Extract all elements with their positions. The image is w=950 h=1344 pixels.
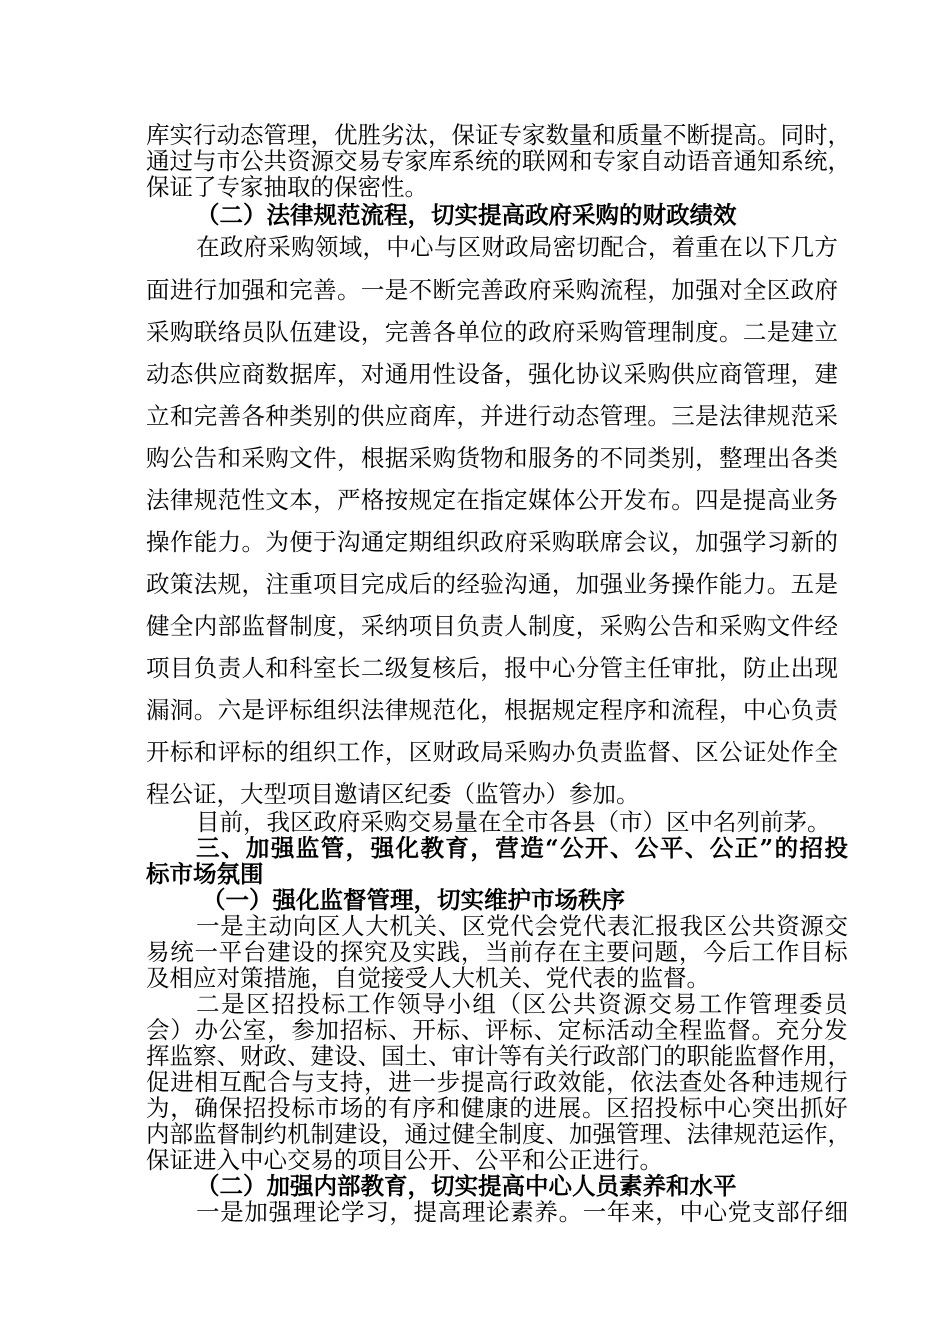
- text-line: 及相应对策措施，自觉接受人大机关、党代表的监督。: [146, 964, 710, 992]
- text-line: 面 进 行 加 强 和 完 善 。 一 是 不 断 完 善 政 府 采 购 流 程 ， 加 强 对 全 区 政 府: [146, 276, 838, 304]
- text-line: 操 作 能 力 。 为 便 于 沟 通 定 期 组 织 政 府 采 购 联 席 会 议 ， 加 强 学 习 新 的: [146, 528, 838, 556]
- text-line: 内 部 监 督 制 约 机 制 建 设 ， 通 过 健 全 制 度 、 加 强 管 理 、 法 律 规 范 运 作 ，: [146, 1120, 851, 1148]
- text-line: 动 态 供 应 商 数 据 库 ， 对 通 用 性 设 备 ， 强 化 协 议 采 购 供 应 商 管 理 ， 建: [146, 360, 838, 388]
- text-line: 会 ） 办 公 室 ， 参 加 招 标 、 开 标 、 评 标 、 定 标 活 动 全 程 监 督 。 充 分 发: [146, 1016, 848, 1044]
- text-line: 一 是 主 动 向 区 人 大 机 关 、 区 党 代 会 党 代 表 汇 报 我 区 公 共 资 源 交: [196, 912, 848, 940]
- text-line: 在 政 府 采 购 领 域 ， 中 心 与 区 财 政 局 密 切 配 合 ， 着 重 在 以 下 几 方: [196, 233, 838, 261]
- text-line: 开 标 和 评 标 的 组 织 工 作 ， 区 财 政 局 采 购 办 负 责 监 督 、 区 公 证 处 作 全: [146, 738, 838, 766]
- text-line: 购 公 告 和 采 购 文 件 ， 根 据 采 购 货 物 和 服 务 的 不 同 类 别 ， 整 理 出 各 类: [146, 444, 838, 472]
- text-line: 保证了专家抽取的保密性。: [146, 173, 428, 201]
- text-line: 标市场氛围: [146, 860, 264, 888]
- text-line: 项 目 负 责 人 和 科 室 长 二 级 复 核 后 ， 报 中 心 分 管 主 任 审 批 ， 防 止 出 现: [146, 654, 838, 682]
- text-line: 为 ， 确 保 招 投 标 市 场 的 有 序 和 健 康 的 进 展 。 区 招 投 标 中 心 突 出 抓 好: [146, 1094, 848, 1122]
- text-line: 漏 洞 。 六 是 评 标 组 织 法 律 规 范 化 ， 根 据 规 定 程 序 和 流 程 ， 中 心 负 责: [146, 696, 838, 724]
- text-line: 一 是 加 强 理 论 学 习 ， 提 高 理 论 素 养 。 一 年 来 ， 中 心 党 支 部 仔 细: [196, 1198, 848, 1226]
- text-line: 挥 监 察 、 财 政 、 建 设 、 国 土 、 审 计 等 有 关 行 政 部 门 的 职 能 监 督 作 用 ，: [146, 1042, 851, 1070]
- text-line: 库 实 行 动 态 管 理 ， 优 胜 劣 汰 ， 保 证 专 家 数 量 和 质 量 不 断 提 高 。 同 时 ，: [146, 121, 851, 149]
- text-line: 促 进 相 互 配 合 与 支 持 ， 进 一 步 提 高 行 政 效 能 ， 依 法 查 处 各 种 违 规 行: [146, 1068, 848, 1096]
- text-line: 采 购 联 络 员 队 伍 建 设 ， 完 善 各 单 位 的 政 府 采 购 管 理 制 度 。 二 是 建 立: [146, 318, 838, 346]
- text-line: 二 是 区 招 投 标 工 作 领 导 小 组 （ 区 公 共 资 源 交 易 工 作 管 理 委 员: [196, 990, 848, 1018]
- text-line: 保证进入中心交易的项目公开、公平和公正进行。: [146, 1146, 663, 1174]
- text-line: 立 和 完 善 各 种 类 别 的 供 应 商 库 ， 并 进 行 动 态 管 理 。 三 是 法 律 规 范 采: [146, 402, 838, 430]
- section-heading-3-1: （一）强化监督管理，切实维护市场秩序: [202, 886, 625, 914]
- section-heading-3-2: （二）加强内部教育，切实提高中心人员素养和水平: [196, 1172, 737, 1200]
- text-line: 政 策 法 规 ， 注 重 项 目 完 成 后 的 经 验 沟 通 ， 加 强 业 务 操 作 能 力 。 五 是: [146, 570, 838, 598]
- text-line: 法 律 规 范 性 文 本 ， 严 格 按 规 定 在 指 定 媒 体 公 开 发 布 。 四 是 提 高 业 务: [146, 486, 838, 514]
- text-line: 三 、 加 强 监 管 ， 强 化 教 育 ， 营 造 “ 公 开 、 公 平 、 公 正 ” 的 招 投: [196, 834, 848, 862]
- ranking-sentence: 目前，我区政府采购交易量在全市各县（市）区中名列前茅。: [196, 808, 831, 836]
- text-line: 通 过 与 市 公 共 资 源 交 易 专 家 库 系 统 的 联 网 和 专 家 自 动 语 音 通 知 系 统 ，: [146, 147, 851, 175]
- text-line: 健 全 内 部 监 督 制 度 ， 采 纳 项 目 负 责 人 制 度 ， 采 购 公 告 和 采 购 文 件 经: [146, 612, 838, 640]
- text-line: 易 统 一 平 台 建 设 的 探 究 及 实 践 ， 当 前 存 在 主 要 问 题 ， 今 后 工 作 目 标: [146, 938, 848, 966]
- text-line: 程公证，大型项目邀请区纪委（监管办）参加。: [146, 780, 640, 808]
- section-heading-2-2: （二）法律规范流程，切实提高政府采购的财政绩效: [196, 201, 737, 229]
